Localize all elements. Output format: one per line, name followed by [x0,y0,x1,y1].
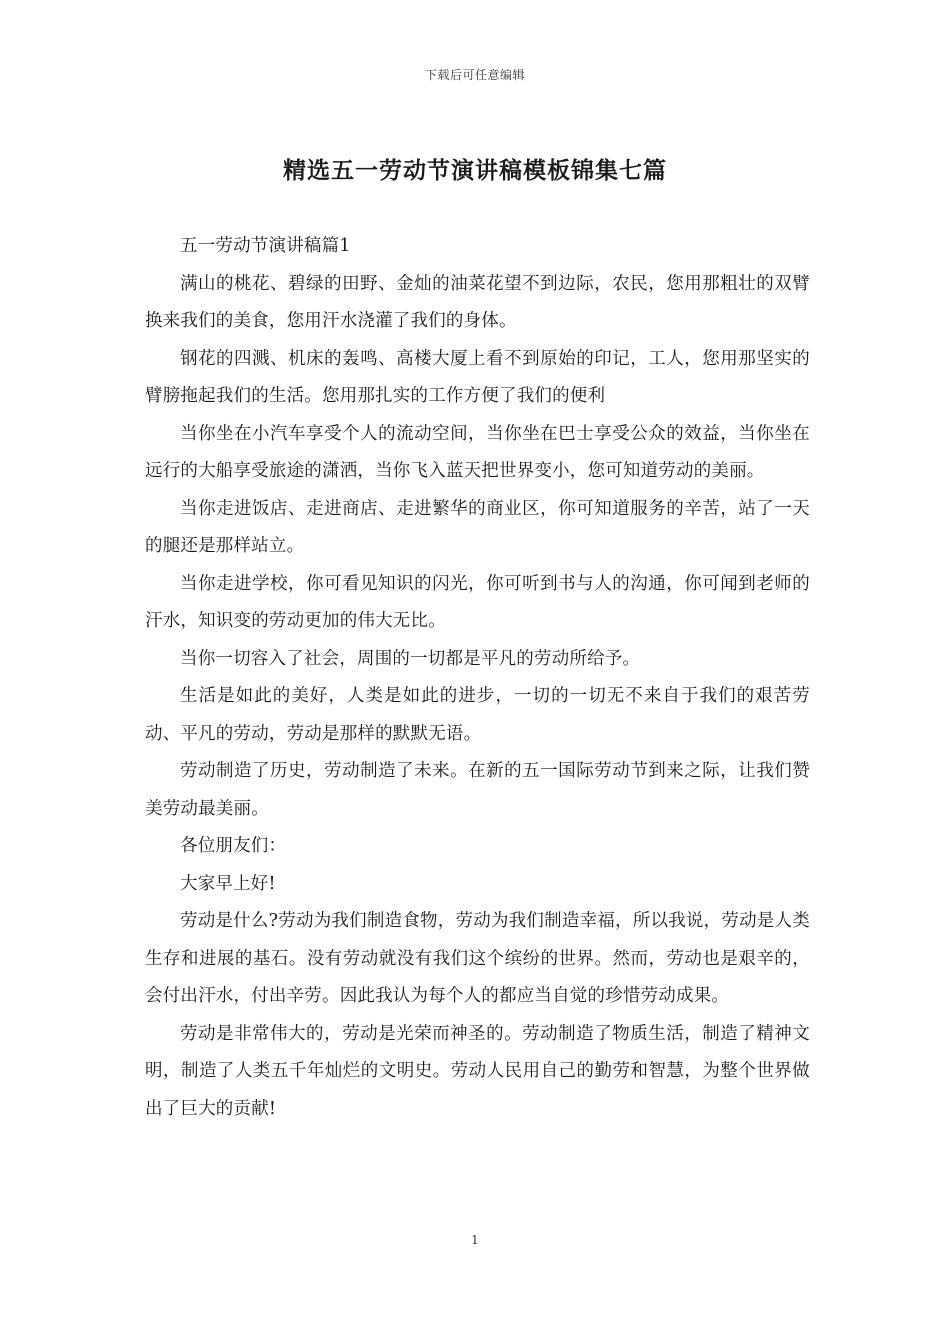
document-title: 精选五一劳动节演讲稿模板锦集七篇 [283,157,667,184]
document-body [145,228,810,1128]
section-heading: 五一劳动节演讲稿篇1 [180,236,351,256]
paragraph: 满山的桃花、碧绿的田野、金灿的油菜花望不到边际，农民，您用那粗壮的双臂换来我们的美食，您用汗水浇灌了我们的身体。 [145,273,810,331]
paragraph: 劳动制造了历史，劳动制造了未来。在新的五一国际劳动节到来之际，让我们赞美劳动最美丽。 [145,761,810,819]
paragraph: 当你走进饭店、走进商店、走进繁华的商业区，你可知道服务的辛苦，站了一天的腿还是那样站立。 [145,498,810,556]
paragraph: 当你一切容入了社会，周围的一切都是平凡的劳动所给予。 [180,648,641,669]
paragraph: 当你走进学校，你可看见知识的闪光，你可听到书与人的沟通，你可闻到老师的汗水，知识变的劳动更加的伟大无比。 [145,573,810,631]
paragraph: 当你坐在小汽车享受个人的流动空间，当你坐在巴士享受公众的效益，当你坐在远行的大船享受旅途的潇洒，当你飞入蓝天把世界变小，您可知道劳动的美丽。 [145,423,810,481]
paragraph: 劳动是非常伟大的，劳动是光荣而神圣的。劳动制造了物质生活，制造了精神文明，制造了人类五千年灿烂的文明史。劳动人民用自己的勤劳和智慧，为整个世界做出了巨大的贡献! [145,1023,810,1119]
greeting: 大家早上好! [180,873,276,894]
paragraph: 生活是如此的美好，人类是如此的进步，一切的一切无不来自于我们的艰苦劳动、平凡的劳动，劳动是那样的默默无语。 [145,686,810,744]
header-note: 下载后可任意编辑 [424,68,525,82]
greeting: 各位朋友们： [180,836,287,856]
page-number: 1 [471,1233,479,1247]
paragraph: 劳动是什么?劳动为我们制造食物，劳动为我们制造幸福，所以我说，劳动是人类生存和进展的基石。没有劳动就没有我们这个缤纷的世界。然而，劳动也是艰辛的，会付出汗水，付出辛劳。因此我认为每个人的都应当自觉的珍惜劳动成果。 [145,911,810,1006]
paragraph: 钢花的四溅、机床的轰鸣、高楼大厦上看不到原始的印记，工人，您用那坚实的臂膀拖起我们的生活。您用那扎实的工作方便了我们的便利 [145,348,810,406]
